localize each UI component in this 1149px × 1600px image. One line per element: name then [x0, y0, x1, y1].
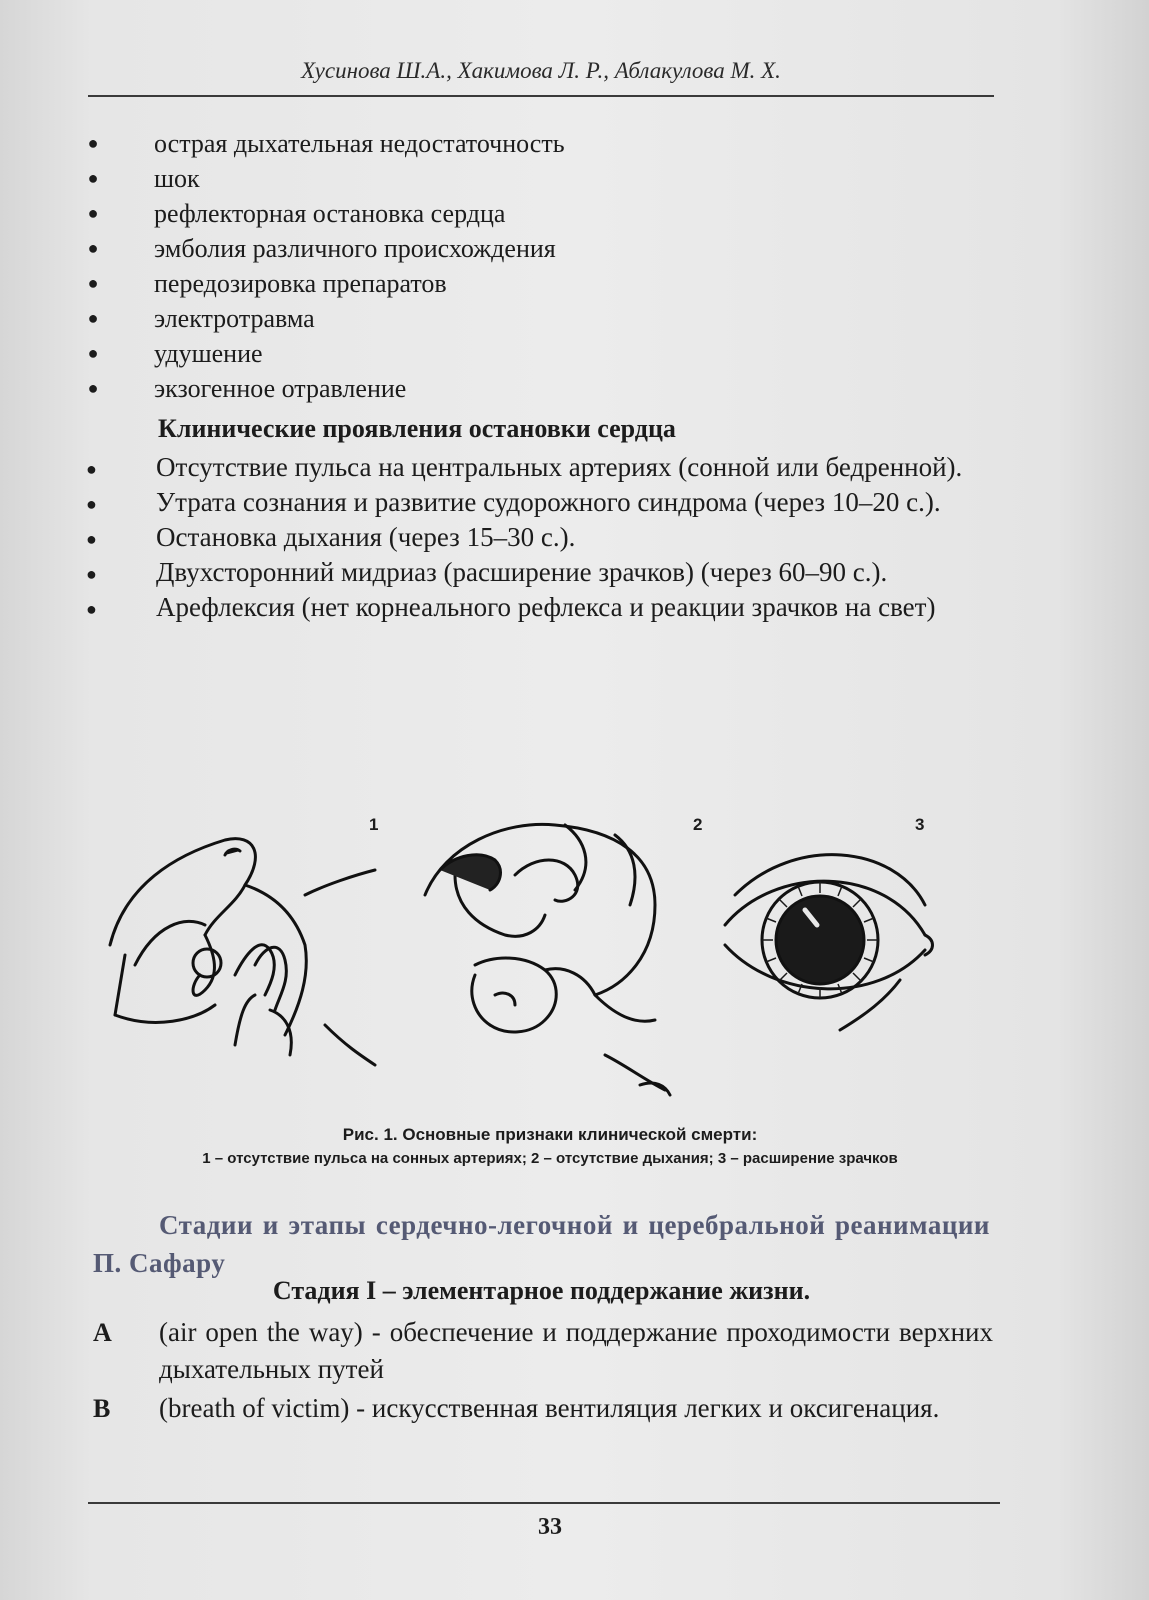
- footer-divider: [88, 1502, 1000, 1504]
- bullet-icon: ●: [87, 133, 99, 153]
- dilated-pupil-illustration: [725, 855, 933, 1030]
- bullet-icon: ●: [87, 378, 99, 398]
- list-item: ● Остановка дыхания (через 15–30 с.).: [86, 520, 1006, 555]
- causes-list: [86, 126, 1006, 406]
- list-item: ● Арефлексия (нет корнеального рефлекса и реакции зрачков на свет): [86, 590, 1006, 625]
- list-item: A (air open the way) - обеспечение и поддержание проходимости верхних дыхательных путей: [93, 1314, 993, 1388]
- header-divider: [88, 95, 994, 97]
- running-header: Хусинова Ш.А., Хакимова Л. Р., Аблакулова М. Х.: [301, 58, 781, 83]
- bullet-icon: ●: [87, 168, 99, 188]
- bullet-icon: ●: [86, 459, 97, 479]
- bullet-icon: ●: [87, 308, 99, 328]
- stage-heading: Стадия I – элементарное поддержание жизни.: [272, 1276, 811, 1305]
- bullet-icon: ●: [86, 529, 97, 549]
- list-item: ● острая дыхательная недостаточность: [86, 126, 1006, 161]
- item-letter: A: [93, 1318, 112, 1347]
- figure-label-2: 2: [693, 815, 703, 834]
- list-item: ● эмболия различного происхождения: [86, 231, 1006, 266]
- figure-caption: [100, 1122, 1000, 1170]
- list-item: ● рефлекторная остановка сердца: [86, 196, 1006, 231]
- clinical-signs-list: [86, 450, 1006, 625]
- list-item: ● шок: [86, 161, 1006, 196]
- item-letter: B: [93, 1394, 111, 1423]
- bullet-icon: ●: [87, 238, 99, 258]
- breathing-check-illustration: [425, 824, 670, 1095]
- section-heading: Клинические проявления остановки сердца: [158, 414, 676, 443]
- list-item: B (breath of victim) - искусственная вентиляция легких и оксигенация.: [93, 1390, 993, 1427]
- clinical-death-figure: [95, 815, 995, 1115]
- bullet-icon: ●: [86, 564, 97, 584]
- pulse-check-illustration: [110, 839, 375, 1065]
- figure-label-3: 3: [915, 815, 925, 834]
- abc-list: [93, 1314, 993, 1429]
- list-item: ● Отсутствие пульса на центральных артериях (сонной или бедренной).: [86, 450, 1006, 485]
- list-item: ● электротравма: [86, 301, 1006, 336]
- list-item: ● экзогенное отравление: [86, 371, 1006, 406]
- caption-title: Рис. 1. Основные признаки клинической смерти:: [342, 1125, 758, 1144]
- bullet-icon: ●: [87, 273, 99, 293]
- list-item: ● Утрата сознания и развитие судорожного синдрома (через 10–20 с.).: [86, 485, 1006, 520]
- bullet-icon: ●: [86, 494, 97, 514]
- list-item: ● удушение: [86, 336, 1006, 371]
- page-number: 33: [538, 1514, 562, 1540]
- caption-legend: 1 – отсутствие пульса на сонных артериях; 2 – отсутствие дыхания; 3 – расширение зрачков: [202, 1150, 898, 1167]
- stages-title: Стадии и этапы сердечно-легочной и церебральной реанимации П. Сафару: [93, 1210, 990, 1278]
- bullet-icon: ●: [87, 203, 99, 223]
- list-item: ● передозировка препаратов: [86, 266, 1006, 301]
- bullet-icon: ●: [87, 343, 99, 363]
- bullet-icon: ●: [86, 599, 97, 619]
- figure-label-1: 1: [369, 815, 379, 834]
- list-item: ● Двухсторонний мидриаз (расширение зрачков) (через 60–90 с.).: [86, 555, 1006, 590]
- figure-illustration: [95, 815, 995, 1115]
